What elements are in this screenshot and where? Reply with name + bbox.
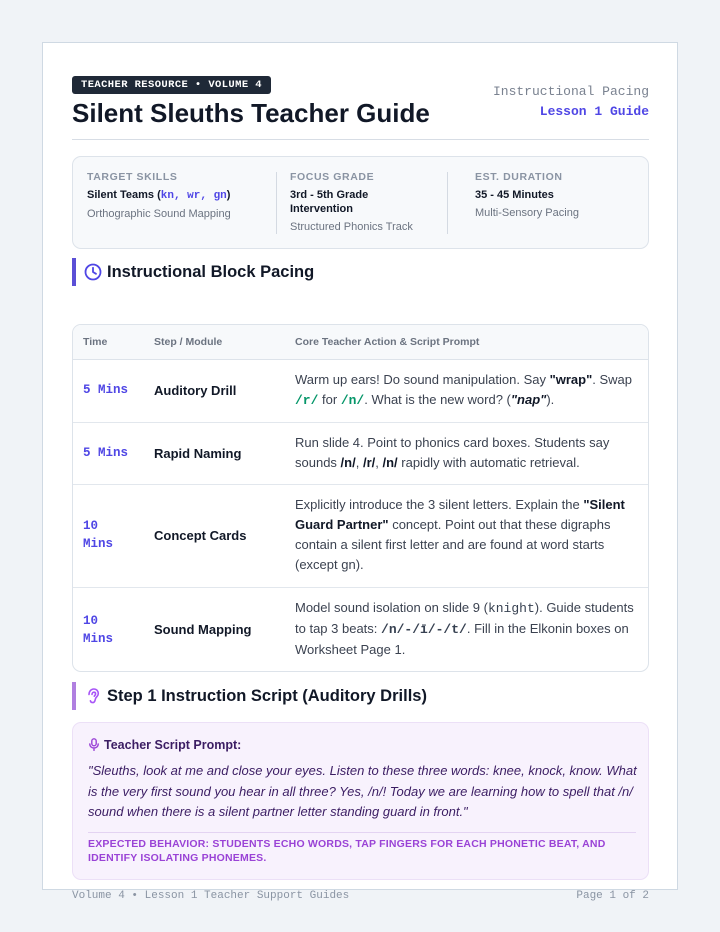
row-time	[83, 517, 113, 553]
focus-grade-label: FOCUS GRADE	[290, 171, 375, 183]
action-segment: ). Guide students to tap 3 beats:	[295, 600, 634, 636]
script-quote: "Sleuths, look at me and close your eyes. Listen to these three words: knee, knock, know. What is the very first sound you hear in all three? Yes, /n/! Today we are learning how to spell that /n/ sound when there is a silent partner letter standing guard in front."	[88, 763, 637, 819]
pacing-section-title: Instructional Block Pacing	[107, 263, 315, 281]
action-segment: . Fill in the Elkonin boxes on Worksheet Page 1.	[295, 621, 629, 657]
script-section-title: Step 1 Instruction Script (Auditory Drills)	[107, 687, 427, 705]
row-action	[295, 370, 643, 411]
est-duration	[447, 172, 579, 234]
footer-left: Volume 4 • Lesson 1 Teacher Support Guides	[72, 890, 350, 902]
row-step: Rapid Naming	[154, 446, 242, 461]
page-number: Page 1 of 2	[576, 890, 649, 902]
target-skills-label: TARGET SKILLS	[87, 171, 178, 183]
row-step: Auditory Drill	[154, 383, 237, 398]
focus-grade	[276, 172, 413, 234]
action-segment: "wrap"	[549, 372, 593, 387]
expected-behavior-note: EXPECTED BEHAVIOR: STUDENTS ECHO WORDS, TAP FINGERS FOR EACH PHONETIC BEAT, AND IDENTIFY ISOLATING PHONEMES.	[88, 838, 606, 864]
row-action	[295, 495, 643, 575]
action-segment: Model sound isolation on slide 9 (	[295, 600, 488, 615]
row-time	[83, 381, 128, 399]
action-segment: "nap"	[510, 392, 547, 407]
header-meta	[493, 82, 649, 122]
action-segment: /n/-/ī/-/t/	[381, 622, 467, 637]
action-segment: Run slide 4. Point to phonics card boxes. Students say sounds	[295, 435, 610, 470]
header-subtitle: Instructional Pacing	[492, 84, 649, 99]
row-step: Concept Cards	[154, 528, 247, 543]
table-row	[73, 485, 648, 588]
action-segment: ,	[375, 455, 383, 470]
est-duration-note: Multi-Sensory Pacing	[475, 207, 579, 219]
action-segment: /r/	[362, 455, 376, 470]
action-segment: concept. Point out that these digraphs contain a silent first letter and are found at word starts (except gn).	[295, 517, 611, 572]
row-time-line2: Mins	[83, 537, 114, 551]
col-action: Core Teacher Action & Script Prompt	[295, 336, 480, 348]
header-lesson: Lesson 1 Guide	[539, 104, 649, 119]
row-time-line1: 5 Mins	[83, 446, 129, 460]
script-divider	[88, 832, 636, 833]
action-segment: /r/	[295, 393, 319, 408]
info-card	[72, 156, 649, 249]
action-segment: ,	[355, 455, 363, 470]
target-skills-value	[87, 188, 231, 203]
target-skills-note: Orthographic Sound Mapping	[87, 208, 231, 220]
row-action	[295, 598, 643, 660]
focus-grade-value-2: Intervention	[290, 203, 353, 215]
row-time	[83, 612, 113, 648]
script-section-header	[72, 682, 649, 710]
row-time-line1: 5 Mins	[83, 383, 129, 397]
action-segment: . Swap	[592, 372, 633, 387]
action-segment: Warm up ears! Do sound manipulation. Say	[295, 372, 550, 387]
est-duration-label: EST. DURATION	[475, 171, 563, 183]
row-step: Sound Mapping	[154, 622, 252, 637]
action-segment: /n/	[382, 455, 398, 470]
est-duration-value: 35 - 45 Minutes	[475, 189, 554, 201]
clock-icon	[84, 263, 102, 281]
microphone-icon	[88, 738, 100, 751]
table-header	[73, 325, 648, 360]
ear-icon	[84, 687, 102, 705]
action-segment: /n/	[340, 455, 356, 470]
row-action	[295, 433, 643, 473]
script-label-text: Teacher Script Prompt:	[104, 738, 242, 752]
row-time-line1: 10	[83, 519, 99, 533]
action-segment: ).	[546, 392, 555, 407]
action-segment: for	[318, 392, 341, 407]
script-card	[72, 722, 649, 880]
pacing-section-header	[72, 258, 649, 286]
table-row	[73, 360, 648, 423]
action-segment: knight	[487, 601, 535, 616]
table-row	[73, 588, 648, 671]
table-row	[73, 423, 648, 485]
target-skills	[87, 171, 231, 220]
row-time-line2: Mins	[83, 632, 114, 646]
col-time: Time	[83, 336, 108, 348]
col-step: Step / Module	[154, 336, 223, 348]
row-time	[83, 444, 128, 462]
page-footer	[72, 890, 649, 902]
focus-grade-value-1: 3rd - 5th Grade	[290, 189, 369, 201]
resource-badge: TEACHER RESOURCE • VOLUME 4	[72, 76, 271, 94]
target-skills-codes: kn, wr, gn	[160, 190, 227, 202]
focus-grade-note: Structured Phonics Track	[290, 221, 413, 233]
target-skills-suffix: )	[226, 189, 231, 201]
page-content	[72, 76, 649, 902]
action-segment: "Silent Guard Partner"	[295, 497, 625, 532]
row-time-line1: 10	[83, 614, 99, 628]
page-title: Silent Sleuths Teacher Guide	[72, 98, 430, 128]
page-header	[72, 76, 649, 140]
action-segment: rapidly with automatic retrieval.	[397, 455, 580, 470]
action-segment: . What is the new word? (	[364, 392, 511, 407]
guide-page	[42, 42, 678, 902]
pacing-table	[72, 324, 649, 672]
target-skills-prefix: Silent Teams (	[87, 189, 161, 201]
action-segment: Explicitly introduce the 3 silent letters. Explain the	[295, 497, 584, 512]
action-segment: /n/	[340, 393, 365, 408]
script-label	[88, 738, 241, 752]
